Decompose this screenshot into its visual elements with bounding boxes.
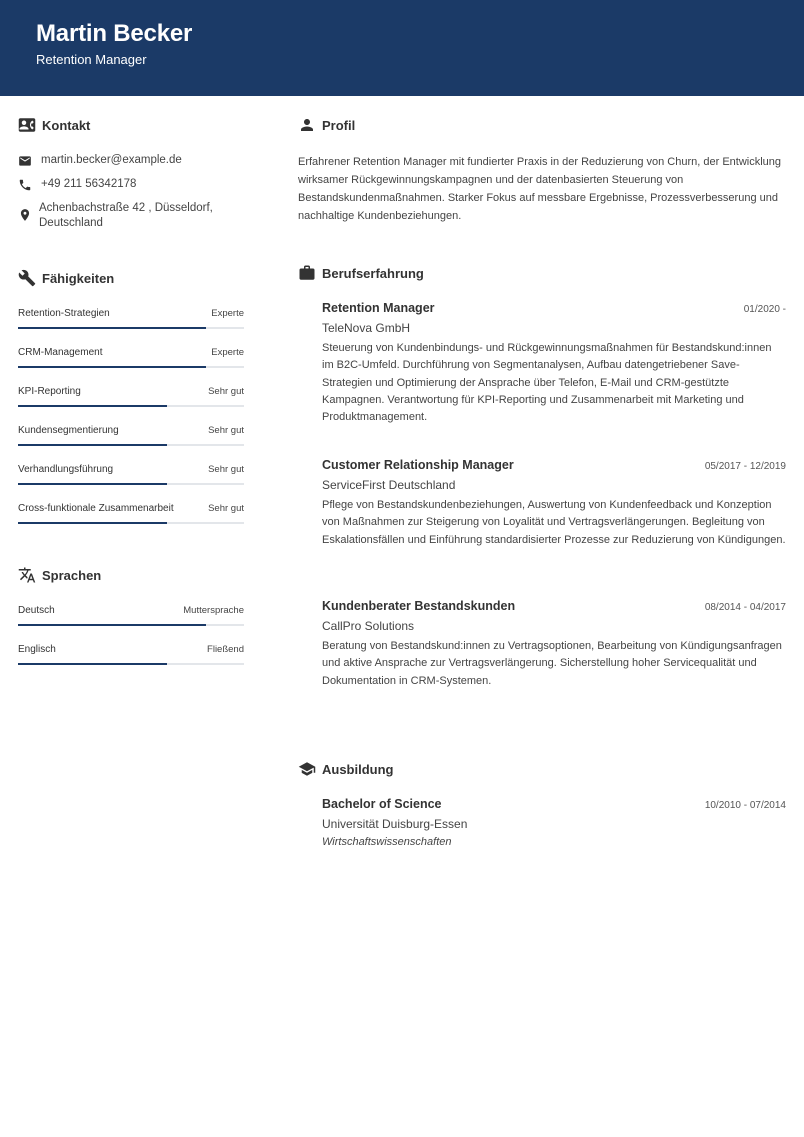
translate-icon <box>18 566 36 584</box>
entry-role: Kundenberater Bestandskunden <box>322 599 516 613</box>
entry-role: Retention Manager <box>322 301 435 315</box>
entry-description: Beratung von Bestandskund:innen zu Vertragsoptionen, Bearbeitung von Kündigungsanfragen und aktive Ansprache zur Vertragsverlängerung. Sicherstellung hoher Servicequalität und Dokumentation in CRM-Systemen. <box>322 640 782 687</box>
job-title: Retention Manager <box>36 52 147 67</box>
experience-entry <box>322 599 786 690</box>
skill-level-bar <box>18 405 244 407</box>
skill-item <box>18 503 244 533</box>
entry-company: ServiceFirst Deutschland <box>322 478 456 492</box>
skill-level-fill <box>18 522 167 524</box>
address-line: Achenbachstraße 42 , Düsseldorf, <box>39 202 213 214</box>
language-level: Muttersprache <box>183 605 244 616</box>
entry-degree: Bachelor of Science <box>322 797 442 811</box>
skill-item <box>18 308 244 338</box>
language-level-fill <box>18 624 206 626</box>
graduation-cap-icon <box>298 760 316 778</box>
skill-level-fill <box>18 444 167 446</box>
mail-icon <box>18 154 32 168</box>
skill-level: Sehr gut <box>208 425 244 436</box>
skill-level-fill <box>18 366 206 368</box>
skill-item <box>18 464 244 494</box>
briefcase-icon <box>298 264 316 282</box>
entry-company: CallPro Solutions <box>322 619 415 633</box>
section-title: Ausbildung <box>322 761 394 777</box>
contact-address <box>18 201 213 231</box>
entry-school: Universität Duisburg-Essen <box>322 817 468 831</box>
person-name: Martin Becker <box>36 20 193 47</box>
section-contact-heading <box>18 116 90 134</box>
location-pin-icon <box>18 208 32 222</box>
experience-entry <box>322 301 786 426</box>
section-experience-heading <box>298 264 424 282</box>
skill-name: Kundensegmentierung <box>18 425 119 436</box>
skill-level-bar <box>18 444 244 446</box>
language-level-fill <box>18 663 167 665</box>
section-skills-heading <box>18 269 114 287</box>
language-level-bar <box>18 624 244 626</box>
skill-level: Sehr gut <box>208 386 244 397</box>
skill-name: Verhandlungsführung <box>18 464 114 475</box>
entry-company: TeleNova GmbH <box>322 321 411 335</box>
language-item <box>18 605 244 635</box>
entry-date: 08/2014 - 04/2017 <box>704 602 786 613</box>
language-level: Fließend <box>207 644 244 655</box>
skill-level-bar <box>18 483 244 485</box>
skill-name: Cross-funktionale Zusammenarbeit <box>18 503 174 514</box>
skill-name: Retention-Strategien <box>18 308 110 319</box>
entry-description: Steuerung von Kundenbindungs- und Rückgewinnungsmaßnahmen für Bestandskund:innen im B2C-Umfeld. Durchführung von Segmentanalysen, Aufbau datengetriebener Save-Strategien und Optimierung der Ansprache über Telefon, E-Mail und CRM-gestützte Kampagnen. Verantwortung für KPI-Reporting und Zusammenarbeit mit Marketing und Produktmanagement. <box>322 342 772 424</box>
skill-item <box>18 386 244 416</box>
skill-level: Sehr gut <box>208 503 244 514</box>
experience-entry <box>322 458 786 549</box>
skill-name: KPI-Reporting <box>18 386 81 397</box>
entry-role: Customer Relationship Manager <box>322 458 514 472</box>
section-profile-heading <box>298 116 355 134</box>
section-title: Sprachen <box>42 567 102 583</box>
skill-item <box>18 425 244 455</box>
skill-level-bar <box>18 327 244 329</box>
skill-level-fill <box>18 327 206 329</box>
entry-date: 10/2010 - 07/2014 <box>704 800 786 811</box>
entry-description: Pflege von Bestandskundenbeziehungen, Auswertung von Kundenfeedback und Konzeption von Maßnahmen zur Steigerung von Loyalität und Vertragsverlängerungen. Begleitung von Eskalationsfällen und Einführung standardisierter Prozesse zur Reduzierung von Kündigungen. <box>322 499 786 546</box>
entry-date: 01/2020 - <box>743 304 786 315</box>
section-languages-heading <box>18 566 101 584</box>
language-name: Englisch <box>18 644 56 655</box>
section-education-heading <box>298 760 394 778</box>
address-country: Deutschland <box>39 217 103 229</box>
resume-header <box>0 0 804 96</box>
skill-level: Experte <box>211 308 244 319</box>
wrench-icon <box>18 269 36 287</box>
section-title: Profil <box>322 117 356 133</box>
language-item <box>18 644 244 674</box>
entry-field-of-study: Wirtschaftswissenschaften <box>322 836 452 848</box>
skill-level: Sehr gut <box>208 464 244 475</box>
section-title: Kontakt <box>42 117 91 133</box>
skill-level-fill <box>18 405 167 407</box>
section-title: Fähigkeiten <box>42 270 115 286</box>
skill-name: CRM-Management <box>18 347 103 358</box>
contact-phone <box>18 177 136 192</box>
skill-item <box>18 347 244 377</box>
profile-summary: Erfahrener Retention Manager mit fundierter Praxis in der Reduzierung von Churn, der Entwicklung wirksamer Rückgewinnungskampagnen und der datenbasierten Steuerung von Bestandskundenmaßnahmen. Starker Fokus auf messbare Ergebnisse, Prozessverbesserung und nachhaltige Kundenbeziehungen. <box>298 156 782 222</box>
entry-date: 05/2017 - 12/2019 <box>704 461 786 472</box>
language-name: Deutsch <box>18 605 55 616</box>
section-title: Berufserfahrung <box>322 265 424 281</box>
contact-card-icon <box>18 116 36 134</box>
email-text: martin.becker@example.de <box>41 154 182 166</box>
language-level-bar <box>18 663 244 665</box>
skill-level-bar <box>18 522 244 524</box>
person-icon <box>298 116 316 134</box>
phone-icon <box>18 178 32 192</box>
contact-email <box>18 153 182 168</box>
skill-level-bar <box>18 366 244 368</box>
skill-level: Experte <box>211 347 244 358</box>
education-entry <box>322 797 786 848</box>
phone-text: +49 211 56342178 <box>41 178 137 190</box>
skill-level-fill <box>18 483 167 485</box>
